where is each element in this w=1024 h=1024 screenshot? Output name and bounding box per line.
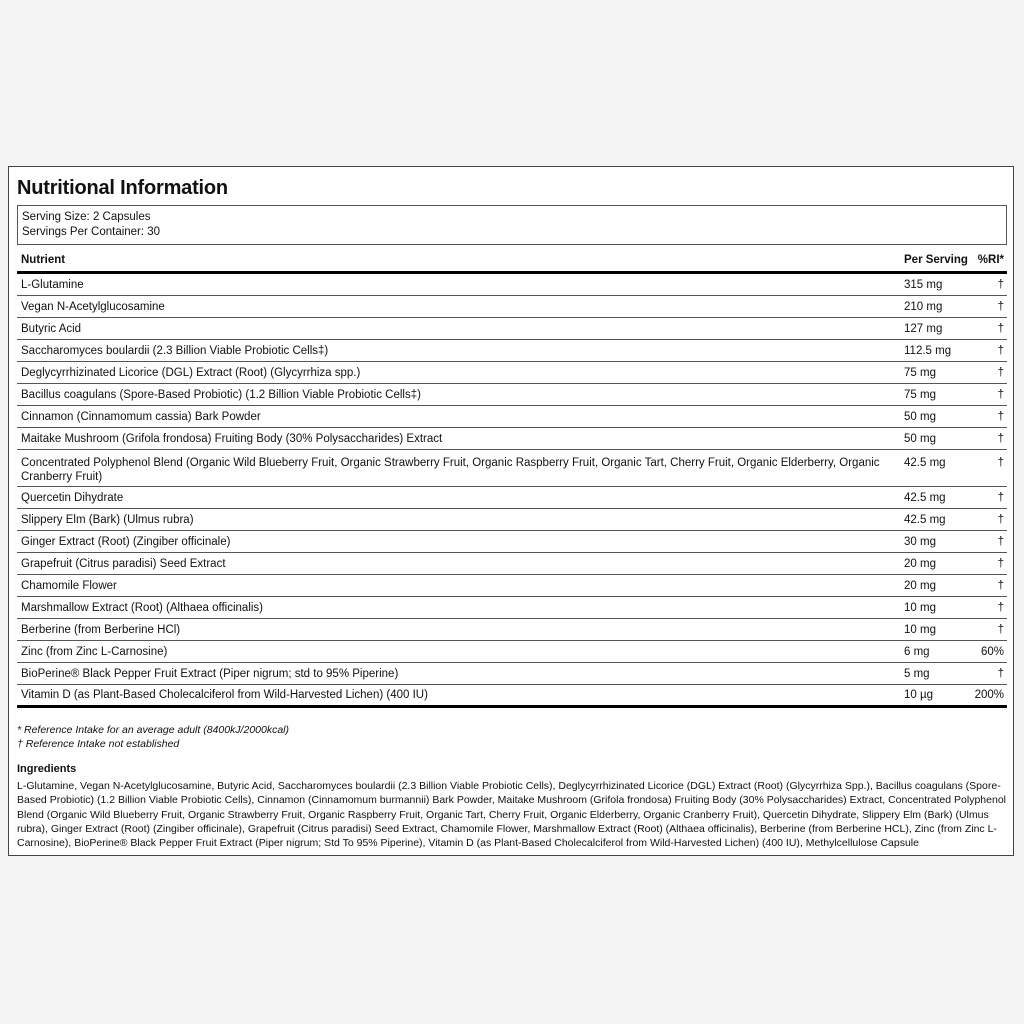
table-row	[17, 487, 1007, 509]
table-header	[17, 248, 1007, 274]
table-row	[17, 428, 1007, 450]
nutrient-name: Bacillus coagulans (Spore-Based Probiotic) (1.2 Billion Viable Probiotic Cells‡)	[21, 388, 421, 401]
per-serving-amount: 75 mg	[904, 388, 936, 401]
nutrient-name: Marshmallow Extract (Root) (Althaea officinalis)	[21, 601, 264, 614]
ri-value: †	[997, 366, 1004, 379]
nutrient-name: BioPerine® Black Pepper Fruit Extract (Piper nigrum; std to 95% Piperine)	[21, 667, 399, 680]
table-row	[17, 274, 1007, 296]
nutrient-name: Berberine (from Berberine HCl)	[21, 623, 181, 636]
ri-value: †	[997, 410, 1004, 423]
serving-size: Serving Size: 2 Capsules	[22, 211, 151, 223]
ri-value: †	[997, 667, 1004, 680]
table-row	[17, 619, 1007, 641]
header-per-serving: Per Serving	[904, 253, 968, 266]
per-serving-amount: 50 mg	[904, 410, 936, 423]
ri-value: †	[997, 457, 1004, 469]
nutrient-name: Slippery Elm (Bark) (Ulmus rubra)	[21, 513, 194, 526]
nutrient-table	[17, 248, 1007, 708]
table-row	[17, 318, 1007, 340]
ri-value: †	[997, 535, 1004, 548]
ri-value: †	[997, 623, 1004, 636]
nutrient-name: Zinc (from Zinc L-Carnosine)	[21, 645, 168, 658]
servings-per-container: Servings Per Container: 30	[22, 226, 161, 238]
per-serving-amount: 20 mg	[904, 579, 936, 592]
table-row	[17, 509, 1007, 531]
table-row	[17, 597, 1007, 619]
nutrient-name: Butyric Acid	[21, 322, 82, 335]
ri-value: †	[997, 344, 1004, 357]
table-row	[17, 575, 1007, 597]
nutrient-name: Saccharomyces boulardii (2.3 Billion Viable Probiotic Cells‡)	[21, 344, 329, 357]
nutrient-name: Maitake Mushroom (Grifola frondosa) Fruiting Body (30% Polysaccharides) Extract	[21, 432, 443, 445]
per-serving-amount: 20 mg	[904, 557, 936, 570]
serving-box	[17, 205, 1007, 245]
per-serving-amount: 112.5 mg	[904, 344, 952, 357]
per-serving-amount: 42.5 mg	[904, 491, 946, 504]
ri-value: †	[997, 601, 1004, 614]
nutrition-panel	[8, 166, 1014, 856]
ri-value: †	[997, 513, 1004, 526]
table-row	[17, 450, 1007, 487]
per-serving-amount: 10 mg	[904, 623, 936, 636]
per-serving-amount: 10 mg	[904, 601, 936, 614]
ri-value: †	[997, 322, 1004, 335]
per-serving-amount: 5 mg	[904, 667, 930, 680]
nutrient-name: Chamomile Flower	[21, 579, 117, 592]
nutrient-name: Ginger Extract (Root) (Zingiber officinale)	[21, 535, 231, 548]
nutrient-name: Cinnamon (Cinnamomum cassia) Bark Powder	[21, 410, 261, 423]
table-row	[17, 362, 1007, 384]
nutrient-name: Quercetin Dihydrate	[21, 491, 124, 504]
ri-value: †	[997, 432, 1004, 445]
header-nutrient: Nutrient	[21, 253, 66, 266]
per-serving-amount: 315 mg	[904, 278, 943, 291]
page-title: Nutritional Information	[17, 177, 228, 199]
footnotes	[17, 723, 289, 751]
nutrient-name: L-Glutamine	[21, 278, 84, 291]
table-row	[17, 641, 1007, 663]
table-row	[17, 296, 1007, 318]
per-serving-amount: 6 mg	[904, 645, 930, 658]
ri-value: †	[997, 557, 1004, 570]
ri-value: 200%	[974, 689, 1004, 701]
nutrient-name: Vitamin D (as Plant-Based Cholecalciferol from Wild-Harvested Lichen) (400 IU)	[21, 689, 428, 701]
dagger-footnote: † Reference Intake not established	[17, 738, 180, 750]
ri-value: †	[997, 300, 1004, 313]
table-row	[17, 531, 1007, 553]
table-row	[17, 685, 1007, 708]
ri-value: †	[997, 278, 1004, 291]
per-serving-amount: 210 mg	[904, 300, 943, 313]
per-serving-amount: 50 mg	[904, 432, 936, 445]
table-row	[17, 384, 1007, 406]
nutrient-name: Vegan N-Acetylglucosamine	[21, 300, 165, 313]
per-serving-amount: 75 mg	[904, 366, 936, 379]
per-serving-amount: 10 µg	[904, 689, 934, 701]
table-row	[17, 406, 1007, 428]
table-body	[17, 274, 1007, 708]
per-serving-amount: 42.5 mg	[904, 513, 946, 526]
ri-value: †	[997, 388, 1004, 401]
nutrient-name: Grapefruit (Citrus paradisi) Seed Extract	[21, 557, 226, 570]
per-serving-amount: 42.5 mg	[904, 457, 946, 469]
table-row	[17, 553, 1007, 575]
table-row	[17, 340, 1007, 362]
nutrient-name: Deglycyrrhizinated Licorice (DGL) Extract (Root) (Glycyrrhiza spp.)	[21, 366, 361, 379]
table-row	[17, 663, 1007, 685]
ri-value: †	[997, 579, 1004, 592]
nutrient-name: Concentrated Polyphenol Blend (Organic Wild Blueberry Fruit, Organic Strawberry Fruit, Organic Raspberry Fruit, Organic Tart, Cherry Fruit, Organic Elderberry, Organic Cranberry Fruit)	[21, 457, 880, 483]
ri-value: 60%	[980, 645, 1004, 658]
ri-value: †	[997, 491, 1004, 504]
ingredients-text: L-Glutamine, Vegan N-Acetylglucosamine, Butyric Acid, Saccharomyces boulardii (2.3 Billion Viable Probiotic Cells), Deglycyrrhizinated Licorice (DGL) Extract (Root) (Glycyrrhiza Spp.), Bacillus coagulans (Spore-Based Probiotic) (1.2 Billion Viable Probiotic Cells), Cinnamon (Cinnamomum burmannii) Bark Powder, Maitake Mushroom (Grifola frondosa) Fruiting Body (30% Polysaccharides) Extract, Concentrated Polyphenol Blend (Organic Wild Blueberry Fruit, Organic Strawberry Fruit, Organic Raspberry Fruit, Organic Tart, Cherry Fruit, Organic Elderberry, Organic Cranberry Fruit), Quercetin Dihydrate, Slippery Elm (Bark) (Ulmus rubra), Ginger Extract (Root) (Zingiber officinale), Grapefruit (Citrus paradisi) Seed Extract, Chamomile Flower, Marshmallow Extract (Root) (Althaea officinalis), Berberine (from Berberine HCL), Zinc (from Zinc L-Carnosine), BioPerine® Black Pepper Fruit Extract (Piper nigrum; Std To 95% Piperine), Vitamin D (as Plant-Based Cholecalciferol from Wild-Harvested Lichen) (400 IU), Methylcellulose Capsule	[17, 780, 1006, 850]
per-serving-amount: 127 mg	[904, 322, 943, 335]
header-ri: %RI*	[977, 253, 1004, 266]
ingredients-heading: Ingredients	[17, 763, 77, 775]
ri-footnote: * Reference Intake for an average adult (8400kJ/2000kcal)	[17, 724, 290, 736]
per-serving-amount: 30 mg	[904, 535, 936, 548]
